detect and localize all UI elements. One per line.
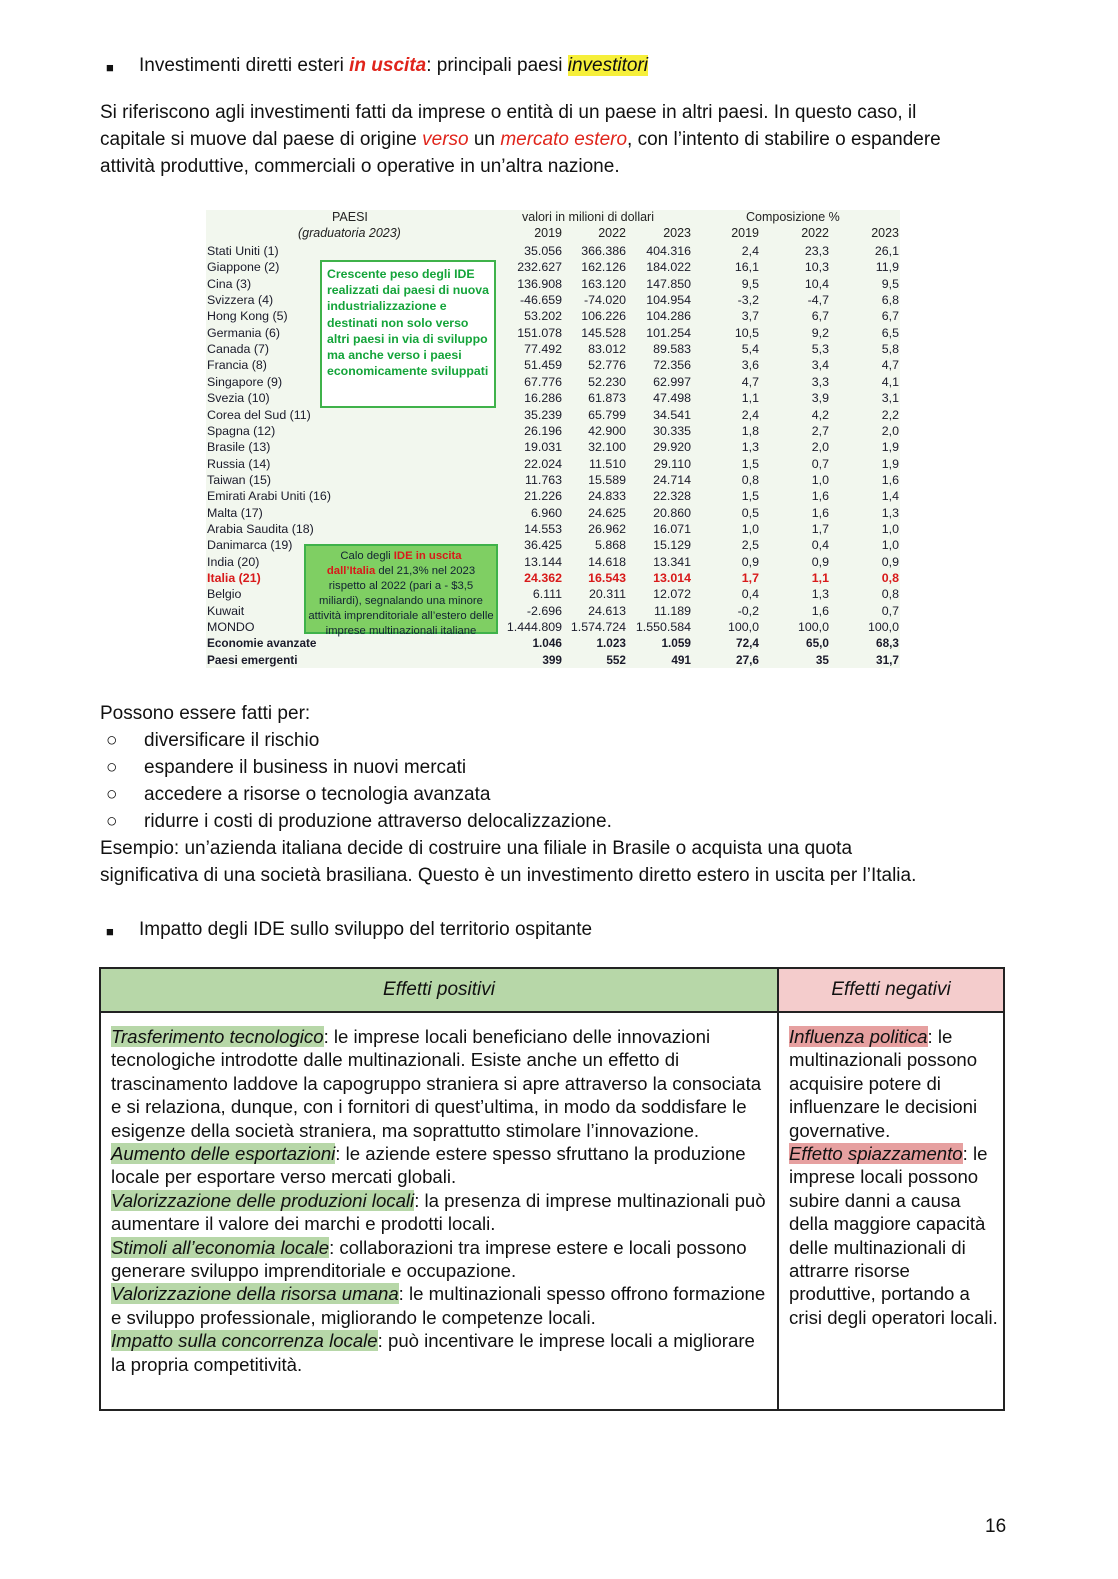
- table-cell: 0,9: [811, 554, 829, 569]
- table-row: [206, 439, 900, 455]
- table-cell: 24.833: [588, 489, 626, 504]
- negative-effects-cell: [789, 1025, 999, 1329]
- table-cell: 27,6: [736, 652, 759, 667]
- bullet-square: ■: [106, 924, 114, 939]
- table-cell: -4,7: [807, 293, 829, 308]
- table-row: [206, 243, 900, 259]
- list-item: ○ diversificare il rischio: [106, 730, 320, 751]
- table-cell: 1,0: [811, 472, 829, 487]
- table-cell: 1,0: [741, 521, 759, 536]
- table-row: [206, 456, 900, 472]
- table-cell: 106.226: [581, 309, 626, 324]
- table-cell: 6.960: [530, 505, 562, 520]
- section-heading-impact: Impatto degli IDE sullo sviluppo del territorio ospitante: [139, 919, 593, 940]
- table-cell: 6,7: [881, 309, 899, 324]
- table-cell: 104.286: [646, 309, 691, 324]
- country-name: Corea del Sud (11): [207, 407, 311, 422]
- table-cell: 26.196: [524, 423, 562, 438]
- effect-item: Impatto sulla concorrenza locale: può incentivare le imprese locali a migliorare la propria competitività.: [111, 1330, 755, 1375]
- table-row: [206, 390, 900, 406]
- table-cell: 11.763: [525, 472, 562, 487]
- table-cell: 100,0: [867, 620, 899, 635]
- effect-item: Aumento delle esportazioni: le aziende estere spesso sfruttano la produzione locale per esportare verso mercati globali.: [111, 1143, 746, 1188]
- table-cell: 0,8: [881, 571, 899, 585]
- country-name: Emirati Arabi Uniti (16): [207, 489, 331, 504]
- table-cell: 19.031: [524, 440, 562, 455]
- country-name: MONDO: [207, 620, 255, 635]
- table-row: [206, 521, 900, 537]
- table-cell: 89.583: [653, 342, 691, 357]
- table-cell: 29.110: [654, 456, 691, 471]
- table-cell: 0,8: [741, 472, 759, 487]
- table-cell: 1,8: [741, 423, 759, 438]
- table-cell: 1,6: [811, 489, 829, 504]
- fig-year: 2022: [598, 226, 626, 240]
- country-name: Singapore (9): [207, 374, 283, 389]
- table-cell: 1,6: [811, 505, 829, 520]
- ide-outflow-table: [206, 210, 900, 668]
- table-cell: 2,0: [881, 423, 899, 438]
- table-cell: 2,0: [811, 440, 829, 455]
- table-cell: 83.012: [588, 342, 626, 357]
- table-cell: 1,9: [881, 440, 899, 455]
- table-cell: 5.868: [594, 538, 626, 553]
- table-row: [206, 472, 900, 488]
- table-cell: 145.528: [581, 325, 626, 340]
- table-cell: 3,7: [741, 309, 759, 324]
- country-name: Francia (8): [207, 358, 267, 373]
- country-name: Taiwan (15): [207, 472, 272, 487]
- country-name: Cina (3): [207, 276, 252, 291]
- table-cell: 136.908: [517, 276, 562, 291]
- country-name: Belgio: [207, 587, 242, 602]
- table-cell: 0,4: [741, 587, 759, 602]
- country-name: Economie avanzate: [207, 636, 317, 651]
- table-row: [206, 652, 900, 668]
- table-cell: 20.860: [653, 505, 691, 520]
- heading-red: in uscita: [349, 55, 427, 76]
- heading-text-mid: : principali paesi: [426, 55, 568, 76]
- table-cell: 1.550.584: [635, 620, 691, 635]
- table-cell: 14.618: [588, 554, 626, 569]
- fig-header-graduatoria: (graduatoria 2023): [298, 226, 401, 240]
- country-name: Italia (21): [207, 571, 261, 585]
- list-item: ○ accedere a risorse o tecnologia avanzata: [106, 784, 491, 805]
- table-cell: 366.386: [581, 244, 626, 258]
- country-name: Stati Uniti (1): [207, 244, 279, 258]
- country-name: Giappone (2): [207, 260, 280, 275]
- table-cell: 101.254: [646, 325, 691, 340]
- table-cell: 10,3: [804, 260, 829, 275]
- country-name: India (20): [207, 554, 260, 569]
- table-cell: 232.627: [517, 260, 562, 275]
- table-cell: 2,7: [811, 423, 829, 438]
- table-cell: 3,1: [881, 391, 899, 406]
- table-cell: 20.311: [589, 587, 626, 602]
- table-cell: 24.362: [524, 571, 562, 585]
- country-name: Brasile (13): [207, 440, 271, 455]
- table-cell: 77.492: [524, 342, 562, 357]
- table-cell: 65.799: [588, 407, 626, 422]
- table-cell: 22.024: [524, 456, 562, 471]
- table-cell: 1.444.809: [506, 620, 562, 635]
- table-cell: 1,5: [741, 456, 759, 471]
- table-cell: 9,5: [881, 276, 899, 291]
- table-cell: 16.286: [524, 391, 562, 406]
- table-cell: 36.425: [524, 538, 562, 553]
- table-cell: 100,0: [797, 620, 829, 635]
- table-cell: 0,9: [881, 554, 899, 569]
- table-cell: 51.459: [524, 358, 562, 373]
- table-cell: 1,9: [881, 456, 899, 471]
- country-name: Danimarca (19): [207, 538, 293, 553]
- callout-new-industrialization: Crescente peso degli IDE realizzati dai paesi di nuova industrializzazione e destinati non solo verso altri paesi in via di sviluppo ma anche verso i paesi economicamente sviluppati: [320, 260, 496, 408]
- table-cell: 13.341: [653, 554, 691, 569]
- country-name: Hong Kong (5): [207, 309, 288, 324]
- table-row: [206, 308, 900, 324]
- table-cell: 162.126: [581, 260, 626, 275]
- table-cell: 1,3: [881, 505, 899, 520]
- table-cell: 1.023: [596, 636, 626, 651]
- positive-effects-cell: [111, 1025, 771, 1376]
- table-row: [206, 488, 900, 504]
- table-cell: 62.997: [653, 374, 691, 389]
- effect-item: Valorizzazione delle produzioni locali: la presenza di imprese multinazionali può aumentare il valore dei marchi e prodotti locali.: [111, 1189, 766, 1235]
- effect-item: Stimoli all’economia locale: collaborazioni tra imprese estere e locali possono generare sviluppo imprenditoriale e occupazione.: [111, 1236, 747, 1282]
- table-cell: 4,7: [741, 374, 759, 389]
- fig-header-composizione: Composizione %: [746, 210, 840, 224]
- table-row: [206, 407, 900, 423]
- table-cell: 15.589: [588, 472, 626, 487]
- table-cell: 3,9: [811, 391, 829, 406]
- table-cell: 12.072: [653, 587, 691, 602]
- table-cell: 491: [671, 652, 691, 667]
- table-cell: 16,1: [734, 260, 759, 275]
- table-cell: 2,2: [881, 407, 899, 422]
- table-cell: 26,1: [874, 244, 899, 258]
- table-cell: 35.239: [524, 407, 562, 422]
- table-cell: 399: [542, 652, 562, 667]
- fig-year: 2019: [534, 226, 562, 240]
- table-cell: 72,4: [736, 636, 759, 651]
- table-cell: 61.873: [588, 391, 626, 406]
- fig-header-paesi: PAESI: [332, 210, 368, 224]
- section-heading-outflow: [139, 52, 648, 79]
- fig-year: 2022: [801, 226, 829, 240]
- fig-year: 2019: [731, 226, 759, 240]
- table-cell: 5,3: [811, 342, 829, 357]
- table-cell: 30.335: [653, 423, 691, 438]
- header-negative-effects: Effetti negativi: [779, 969, 1003, 1013]
- table-cell: 5,8: [881, 342, 899, 357]
- table-cell: 1,4: [881, 489, 899, 504]
- heading-highlight: investitori: [567, 55, 648, 76]
- table-cell: 3,3: [811, 374, 829, 389]
- table-cell: 16.543: [588, 571, 626, 585]
- table-cell: 147.850: [646, 276, 691, 291]
- table-cell: 13.144: [524, 554, 562, 569]
- table-cell: 4,2: [811, 407, 829, 422]
- table-cell: 21.226: [524, 489, 562, 504]
- table-cell: -3,2: [737, 293, 759, 308]
- country-name: Kuwait: [207, 603, 245, 618]
- table-cell: 151.078: [517, 325, 562, 340]
- table-cell: 0,4: [811, 538, 829, 553]
- fig-year: 2023: [871, 226, 899, 240]
- table-cell: 552: [606, 652, 626, 667]
- table-cell: 0,5: [741, 505, 759, 520]
- table-cell: 52.230: [588, 374, 626, 389]
- table-cell: 11.189: [654, 603, 691, 618]
- header-positive-effects: Effetti positivi: [101, 969, 779, 1013]
- table-cell: 34.541: [653, 407, 691, 422]
- table-cell: 4,1: [881, 374, 899, 389]
- country-name: Arabia Saudita (18): [207, 521, 314, 536]
- table-cell: 47.498: [653, 391, 691, 406]
- country-name: Svizzera (4): [207, 293, 274, 308]
- table-cell: 14.553: [524, 521, 562, 536]
- table-cell: 52.776: [588, 358, 626, 373]
- table-cell: 67.776: [524, 374, 562, 389]
- country-name: Canada (7): [207, 342, 269, 357]
- table-cell: 11,9: [875, 260, 899, 275]
- table-cell: 10,4: [804, 276, 829, 291]
- table-cell: 29.920: [653, 440, 691, 455]
- table-cell: 163.120: [581, 276, 626, 291]
- table-cell: 23,3: [804, 244, 829, 258]
- table-cell: 1,3: [741, 440, 759, 455]
- table-cell: 65,0: [806, 636, 829, 651]
- purposes-list: [100, 727, 1000, 835]
- table-cell: -2.696: [526, 603, 562, 618]
- table-cell: 1.046: [532, 636, 562, 651]
- table-cell: 53.202: [524, 309, 562, 324]
- table-cell: 6.111: [532, 587, 562, 602]
- heading-text: Investimenti diretti esteri: [139, 55, 350, 76]
- purposes-lead: Possono essere fatti per:: [100, 703, 311, 724]
- effects-table: [99, 967, 1005, 1411]
- fig-header-valori: valori in milioni di dollari: [522, 210, 654, 224]
- table-cell: 72.356: [653, 358, 691, 373]
- table-row: [206, 357, 900, 373]
- list-item: ○ ridurre i costi di produzione attraverso delocalizzazione.: [106, 811, 612, 832]
- table-cell: 3,4: [811, 358, 829, 373]
- table-cell: 1,0: [881, 538, 899, 553]
- callout-italy-decline: Calo degli IDE in uscita dall’Italia del 21,3% nel 2023 rispetto al 2022 (pari a - $3,5 miliardi), segnalando una minore attività imprenditoriale all’estero delle imprese multinazionali italiane: [304, 544, 498, 634]
- table-cell: 184.022: [646, 260, 691, 275]
- table-cell: 0,7: [811, 456, 829, 471]
- table-row: [206, 635, 900, 651]
- table-cell: 68,3: [876, 636, 899, 651]
- table-cell: 1.059: [661, 636, 691, 651]
- list-item: ○ espandere il business in nuovi mercati: [106, 757, 467, 778]
- country-name: Malta (17): [207, 505, 263, 520]
- intro-line-1: Si riferiscono agli investimenti fatti da imprese o entità di un paese in altri paesi. In questo caso, il: [100, 102, 917, 123]
- table-cell: 1,0: [881, 521, 899, 536]
- effect-item: Valorizzazione della risorsa umana: le multinazionali spesso offrono formazione e sviluppo professionale, migliorando le competenze locali.: [111, 1283, 766, 1328]
- table-cell: 35: [815, 652, 829, 667]
- table-cell: 0,8: [881, 587, 899, 602]
- effect-item: Trasferimento tecnologico: le imprese locali beneficiano delle innovazioni tecnologiche introdotte dalle multinazionali. Esiste anche un effetto di trascinamento laddove la capogruppo straniera si apre attraverso la consociata e si relaziona, dunque, con i fornitori di quest’ultima, in modo da soddisfare le esigenze della società straniera, ma soprattutto stimolare l’innovazione.: [111, 1026, 762, 1141]
- table-cell: 35.056: [524, 244, 562, 258]
- intro-line-2: capitale si muove dal paese di origine verso un mercato estero, con l’intento di stabilire o espandere: [100, 129, 941, 150]
- country-name: Svezia (10): [207, 391, 270, 406]
- table-cell: 1,5: [741, 489, 759, 504]
- table-cell: 1,3: [811, 587, 829, 602]
- table-cell: 2,4: [741, 407, 759, 422]
- country-name: Paesi emergenti: [207, 652, 298, 667]
- table-cell: -0,2: [737, 603, 759, 618]
- table-cell: 404.316: [646, 244, 691, 258]
- table-cell: 1,6: [811, 603, 829, 618]
- table-cell: 9,5: [741, 276, 759, 291]
- table-cell: 2,4: [741, 244, 759, 258]
- table-cell: 24.613: [588, 603, 626, 618]
- table-cell: 24.625: [588, 505, 626, 520]
- bullet-square: ■: [106, 60, 114, 75]
- table-row: [206, 423, 900, 439]
- table-cell: 1,7: [741, 571, 759, 585]
- table-cell: 13.014: [653, 571, 691, 585]
- table-cell: 3,6: [741, 358, 759, 373]
- table-cell: 100,0: [727, 620, 759, 635]
- column-divider: [777, 1013, 779, 1409]
- page-number: 16: [985, 1516, 1007, 1537]
- table-cell: 10,5: [734, 325, 759, 340]
- table-cell: 31,7: [876, 652, 899, 667]
- fig-year: 2023: [663, 226, 691, 240]
- table-cell: 22.328: [653, 489, 691, 504]
- table-cell: -46.659: [519, 293, 562, 308]
- table-cell: 15.129: [653, 538, 691, 553]
- country-name: Germania (6): [207, 325, 280, 340]
- table-cell: 1,1: [741, 391, 759, 406]
- table-cell: 26.962: [588, 521, 626, 536]
- table-cell: 0,9: [741, 554, 759, 569]
- table-cell: 32.100: [588, 440, 626, 455]
- table-cell: 2,5: [741, 538, 759, 553]
- table-cell: 24.714: [653, 472, 691, 487]
- table-row: [206, 341, 900, 357]
- table-row: [206, 292, 900, 308]
- table-cell: 16.071: [653, 521, 691, 536]
- table-cell: 1.574.724: [570, 620, 626, 635]
- table-cell: 4,7: [881, 358, 899, 373]
- table-cell: 0,7: [881, 603, 899, 618]
- table-row: [206, 325, 900, 341]
- table-cell: 6,8: [881, 293, 899, 308]
- table-cell: 6,7: [811, 309, 829, 324]
- country-name: Russia (14): [207, 456, 271, 471]
- table-cell: 42.900: [588, 423, 626, 438]
- table-cell: 6,5: [881, 325, 899, 340]
- table-cell: 9,2: [811, 325, 829, 340]
- table-cell: 104.954: [646, 293, 691, 308]
- country-name: Spagna (12): [207, 423, 276, 438]
- table-row: [206, 259, 900, 275]
- example-paragraph: Esempio: un’azienda italiana decide di costruire una filiale in Brasile o acquista una quota significativa di una società brasiliana. Questo è un investimento diretto estero in uscita per l’Italia.: [100, 838, 917, 886]
- effect-item: Effetto spiazzamento: le imprese locali possono subire danni a causa della maggiore capacità delle multinazionali di attrarre risorse produttive, portando a crisi degli operatori locali.: [789, 1143, 998, 1328]
- table-row: [206, 374, 900, 390]
- table-cell: 1,1: [811, 571, 829, 585]
- intro-paragraph: [100, 99, 1020, 180]
- table-cell: 1,6: [881, 472, 899, 487]
- table-row: [206, 505, 900, 521]
- table-cell: 1,7: [811, 521, 829, 536]
- table-cell: -74.020: [583, 293, 626, 308]
- effect-item: Influenza politica: le multinazionali possono acquisire potere di influenzare le decisioni governative.: [789, 1026, 978, 1141]
- table-cell: 11.510: [589, 456, 626, 471]
- table-cell: 5,4: [741, 342, 759, 357]
- table-row: [206, 276, 900, 292]
- intro-line-3: attività produttive, commerciali o operative in un’altra nazione.: [100, 156, 620, 177]
